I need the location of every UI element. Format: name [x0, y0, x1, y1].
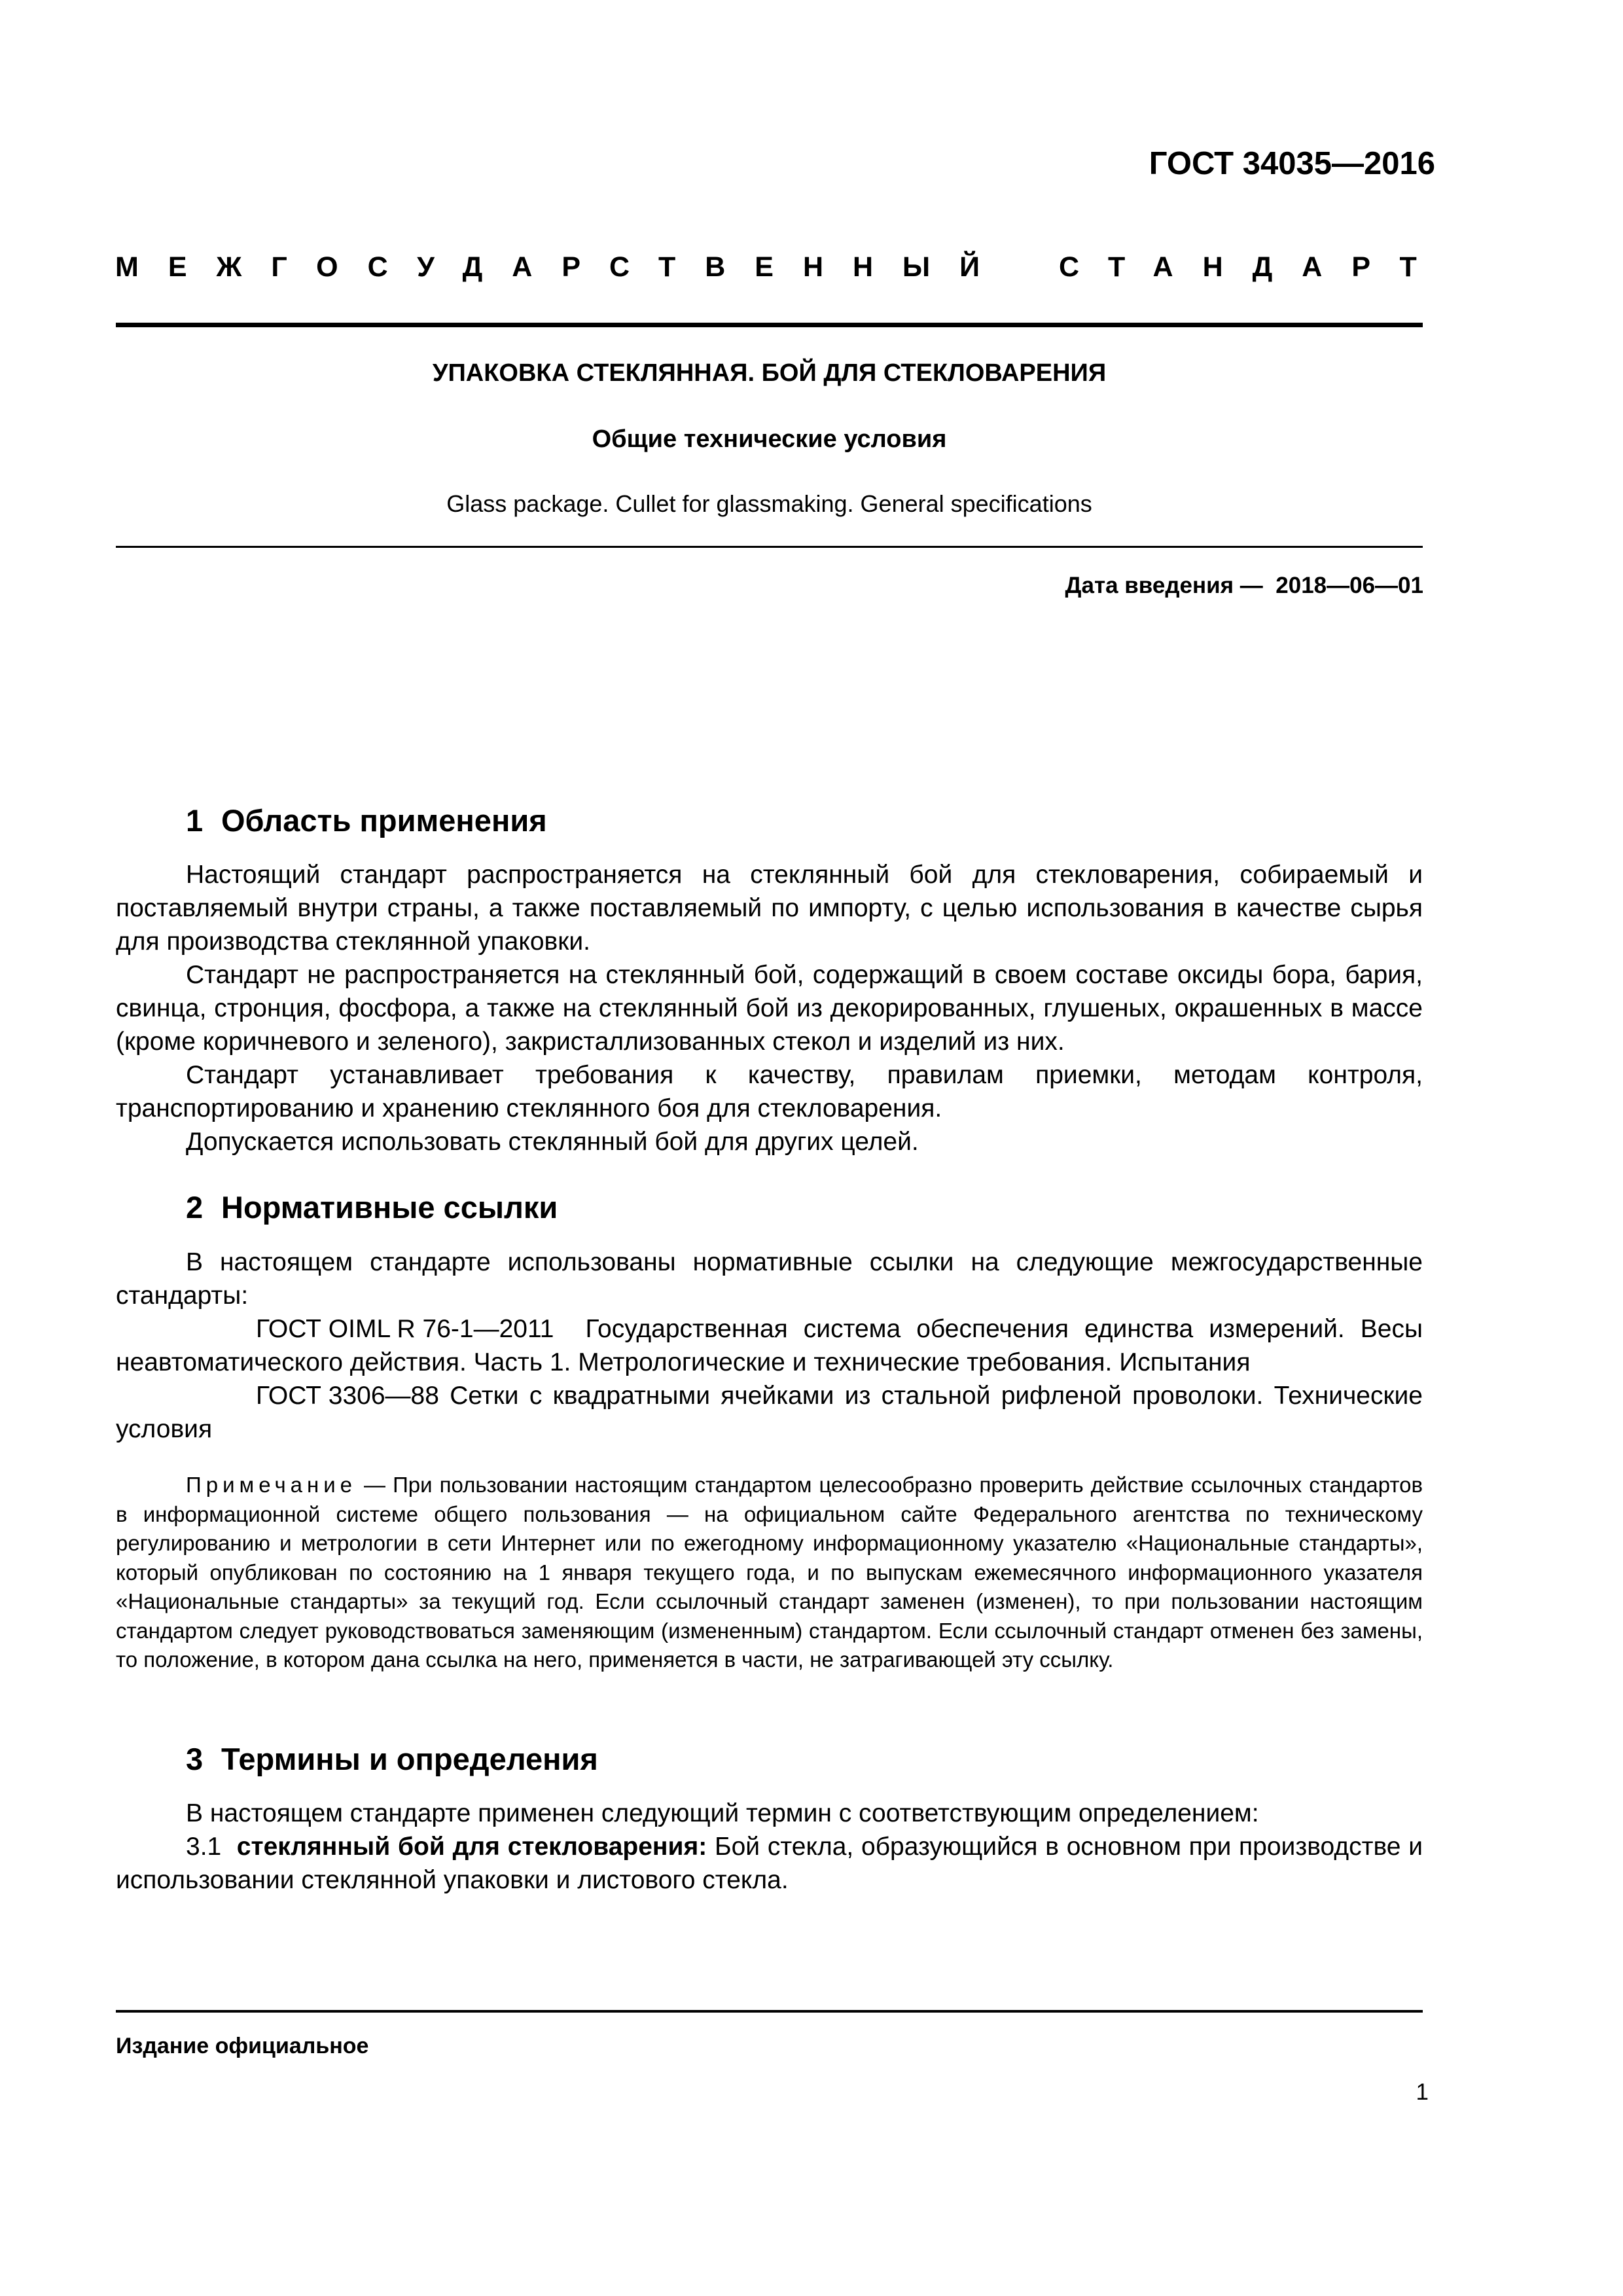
introduction-date-value: 2018—06—01 — [1275, 573, 1423, 598]
paragraph: В настоящем стандарте применен следующий термин с соответствующим определением: — [186, 1799, 1259, 1827]
reference-text: Сетки с квадратными ячейками из стальной рифленой проволоки. Технические условия — [116, 1382, 1423, 1443]
section-heading — [186, 1189, 558, 1225]
section-title: Область применения — [221, 803, 547, 838]
definition: Бой стекла, образующийся в основном при производстве и использовании стеклянной упаковки и листового стекла. — [116, 1833, 1423, 1894]
normative-reference — [116, 1379, 1423, 1446]
paragraph: Стандарт устанавливает требования к качеству, правилам приемки, методам контроля, транспортированию и хранению стеклянного боя для стекловарения. — [116, 1061, 1423, 1122]
introduction-date — [1065, 573, 1423, 599]
normative-reference — [116, 1312, 1423, 1379]
footer-divider — [116, 2010, 1423, 2013]
english-title: Glass package. Cullet for glassmaking. General specifications — [446, 490, 1092, 517]
section-body — [116, 1797, 1423, 1897]
section-title: Нормативные ссылки — [221, 1190, 558, 1225]
paragraph: Допускается использовать стеклянный бой для других целей. — [186, 1128, 919, 1156]
note — [116, 1471, 1423, 1675]
section-number: 1 — [186, 803, 204, 838]
title-divider — [116, 546, 1423, 548]
header-divider — [116, 323, 1423, 327]
reference-code: ГОСТ 3306—88 — [256, 1382, 439, 1410]
term-number: 3.1 — [186, 1833, 222, 1861]
section-body — [116, 1246, 1423, 1446]
page-number: 1 — [1416, 2079, 1429, 2105]
interstate-word: МЕЖГОСУДАРСТВЕННЫЙ — [115, 251, 1010, 283]
official-edition-label: Издание официальное — [116, 2034, 369, 2058]
section-number: 2 — [186, 1190, 204, 1225]
introduction-date-label: Дата введения — — [1065, 573, 1263, 598]
note-text: — При пользовании настоящим стандартом целесообразно проверить действие ссылочных стандартов в информационной системе общего пользования — на официальном сайте Федерального агентства по техническому регулированию и метрологии в сети Интернет или по ежегодному информационному указателю «Национальные стандарты», который опубликован по состоянию на 1 января текущего года, и по выпускам ежемесячного информационного указателя «Национальные стандарты» за текущий год. Если ссылочный стандарт заменен (изменен), то при пользовании настоящим стандартом следует руководствоваться заменяющим (измененным) стандартом. Если ссылочный стандарт отменен без замены, то положение, в котором дана ссылка на него, применяется в части, не затрагивающей эту ссылку. — [116, 1473, 1423, 1672]
term: стеклянный бой для стекловарения: — [236, 1833, 707, 1861]
standard-word: СТАНДАРТ — [1059, 251, 1446, 283]
paragraph: Настоящий стандарт распространяется на стеклянный бой для стекловарения, собираемый и поставляемый внутри страны, а также поставляемый по импорту, с целью использования в качестве сырья для производства стеклянной упаковки. — [116, 861, 1423, 956]
section-heading — [186, 802, 547, 838]
paragraph: Стандарт не распространяется на стеклянный бой, содержащий в своем составе оксиды бора, бария, свинца, стронция, фосфора, а также на стеклянный бой из декорированных, глушеных, окрашенных в массе (кроме коричневого и зеленого), закристаллизованных стекол и изделий из них. — [116, 961, 1423, 1056]
section-title: Термины и определения — [221, 1742, 598, 1776]
reference-code: ГОСТ OIML R 76-1—2011 — [256, 1315, 554, 1343]
term-definition — [116, 1830, 1423, 1897]
document-title: УПАКОВКА СТЕКЛЯННАЯ. БОЙ ДЛЯ СТЕКЛОВАРЕНИЯ — [432, 359, 1107, 387]
section-heading — [186, 1741, 598, 1777]
section-number: 3 — [186, 1742, 204, 1776]
reference-text: Государственная система обеспечения единства измерений. Весы неавтоматического действия. Часть 1. Метрологические и технические требования. Испытания — [116, 1315, 1423, 1376]
document-number: ГОСТ 34035—2016 — [1149, 146, 1435, 181]
paragraph: В настоящем стандарте использованы нормативные ссылки на следующие межгосударственные стандарты: — [116, 1248, 1423, 1310]
document-subtitle: Общие технические условия — [592, 425, 947, 453]
note-label: Примечание — [186, 1473, 357, 1497]
section-body — [116, 858, 1423, 1158]
